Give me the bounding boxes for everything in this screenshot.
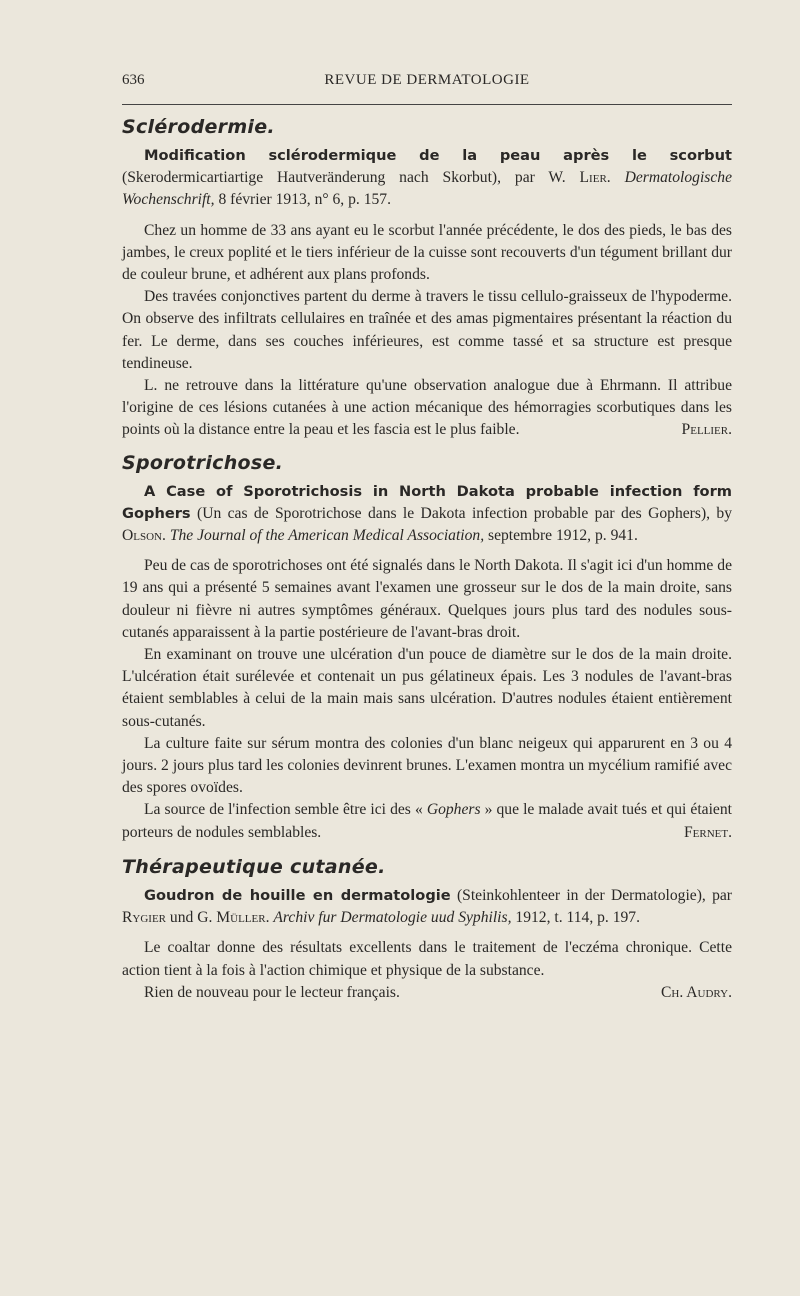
paragraph-text: La source de l'infection semble être ici des « bbox=[144, 801, 423, 819]
author-name: Lier bbox=[579, 169, 607, 187]
body-paragraph bbox=[122, 982, 732, 1004]
signature: Pellier. bbox=[681, 421, 732, 439]
journal-name: Archiv fur Dermatologie uud Syphilis, bbox=[273, 909, 512, 927]
paragraph-italic: Gophers bbox=[426, 801, 481, 819]
section-heading-sclerodermie: Sclérodermie. bbox=[122, 116, 275, 138]
body-paragraph: Peu de cas de sporotrichoses ont été signalés dans le North Dakota. Il s'agit ici d'un homme de 19 ans qui a présenté 5 semaines avant l'examen une grosseur sur le dos de la main droite, sans douleur ni fièvre ni autres symptômes généraux. Quelques jours plus tard des nodules sous-cutanés apparaissent à la partie postérieure de l'avant-bras droit. bbox=[122, 557, 732, 641]
author-name: Olson bbox=[122, 527, 162, 545]
running-header bbox=[122, 72, 732, 96]
body-paragraph: Des travées conjonctives partent du derme à travers le tissu cellulo-graisseux de l'hypoderme. On observe des infiltrats cellulaires en traînée et des amas pigmentaires présentant la réaction du fer. Le derme, dans ses couches inférieures, est comme tassé et sa structure est presque tendineuse. bbox=[122, 288, 732, 372]
section-heading-sporotrichose: Sporotrichose. bbox=[122, 451, 284, 474]
reference-text: . bbox=[265, 909, 270, 927]
reference-text: septembre 1912, p. 941. bbox=[488, 527, 638, 545]
author-name: Müller bbox=[216, 909, 266, 927]
reference-text: und G. bbox=[169, 909, 213, 927]
journal-name: Dermatologische Wochenschrift, bbox=[122, 169, 732, 209]
article-reference bbox=[122, 481, 732, 548]
reference-text: (Steinkohlenteer in der Dermatologie), par bbox=[456, 886, 732, 904]
article-title: Goudron de houille en dermatologie bbox=[144, 886, 451, 904]
article-title: A Case of Sporotrichosis in North Dakota probable infection form Gophers bbox=[122, 482, 732, 522]
page-content bbox=[122, 116, 732, 1004]
journal-name: The Journal of the American Medical Association, bbox=[169, 527, 485, 545]
header-rule bbox=[122, 104, 732, 105]
body-paragraph bbox=[122, 375, 732, 442]
paragraph-text: L. ne retrouve dans la littérature qu'une observation analogue due à Ehrmann. Il attribue l'origine de ces lésions cutanées à une action mécanique des hémorragies scorbutiques dans les points où la distance entre la peau et les fascia est le plus faible. bbox=[122, 377, 732, 439]
paragraph-text: » que le malade avait tués et qui étaient porteurs de nodules semblables. bbox=[122, 801, 732, 841]
page-number: 636 bbox=[122, 72, 145, 88]
reference-text: 8 février 1913, n° 6, p. 157. bbox=[218, 191, 391, 209]
section-heading-therapeutique: Thérapeutique cutanée. bbox=[122, 855, 386, 878]
body-paragraph: Le coaltar donne des résultats excellents dans le traitement de l'eczéma chronique. Cette action tient à la fois à l'action chimique et physique de la substance. bbox=[122, 939, 732, 979]
body-paragraph: En examinant on trouve une ulcération d'un pouce de diamètre sur le dos de la main droite. L'ulcération était surélevée et contenait un pus gélatineux épais. Les 3 nodules de l'avant-bras étaient semblables à celui de la main mais sans ulcération. D'autres nodules étaient entièrement sous-cutanés. bbox=[122, 646, 732, 730]
reference-text: (Un cas de Sporotrichose dans le Dakota infection probable par des Gophers), by bbox=[197, 504, 732, 522]
reference-text: . bbox=[606, 169, 611, 187]
signature: Fernet. bbox=[683, 823, 732, 841]
body-paragraph: Chez un homme de 33 ans ayant eu le scorbut l'année précédente, le dos des pieds, le bas des jambes, le creux poplité et le tiers inférieur de la cuisse sont recouverts d'un tégument brillant dur de couleur brune, et adhérent aux plans profonds. bbox=[122, 221, 732, 284]
body-paragraph: La culture faite sur sérum montra des colonies d'un blanc neigeux qui apparurent en 3 ou 4 jours. 2 jours plus tard les colonies devinrent brunes. L'examen montra un mycélium ramifié avec des spores ovoïdes. bbox=[122, 734, 732, 797]
signature: Ch. Audry. bbox=[660, 983, 732, 1001]
article-title: Modification sclérodermique de la peau après le scorbut bbox=[144, 147, 732, 164]
author-name: Rygier bbox=[122, 909, 167, 927]
article-reference bbox=[122, 885, 732, 929]
reference-text: (Skerodermicartiartige Hautveränderung nach Skorbut), par W. bbox=[122, 169, 566, 187]
paragraph-text: Rien de nouveau pour le lecteur français. bbox=[144, 983, 400, 1001]
reference-text: . bbox=[162, 527, 166, 545]
article-reference bbox=[122, 145, 732, 212]
body-paragraph bbox=[122, 799, 732, 843]
reference-text: 1912, t. 114, p. 197. bbox=[515, 909, 640, 927]
journal-title: REVUE DE DERMATOLOGIE bbox=[324, 72, 530, 88]
